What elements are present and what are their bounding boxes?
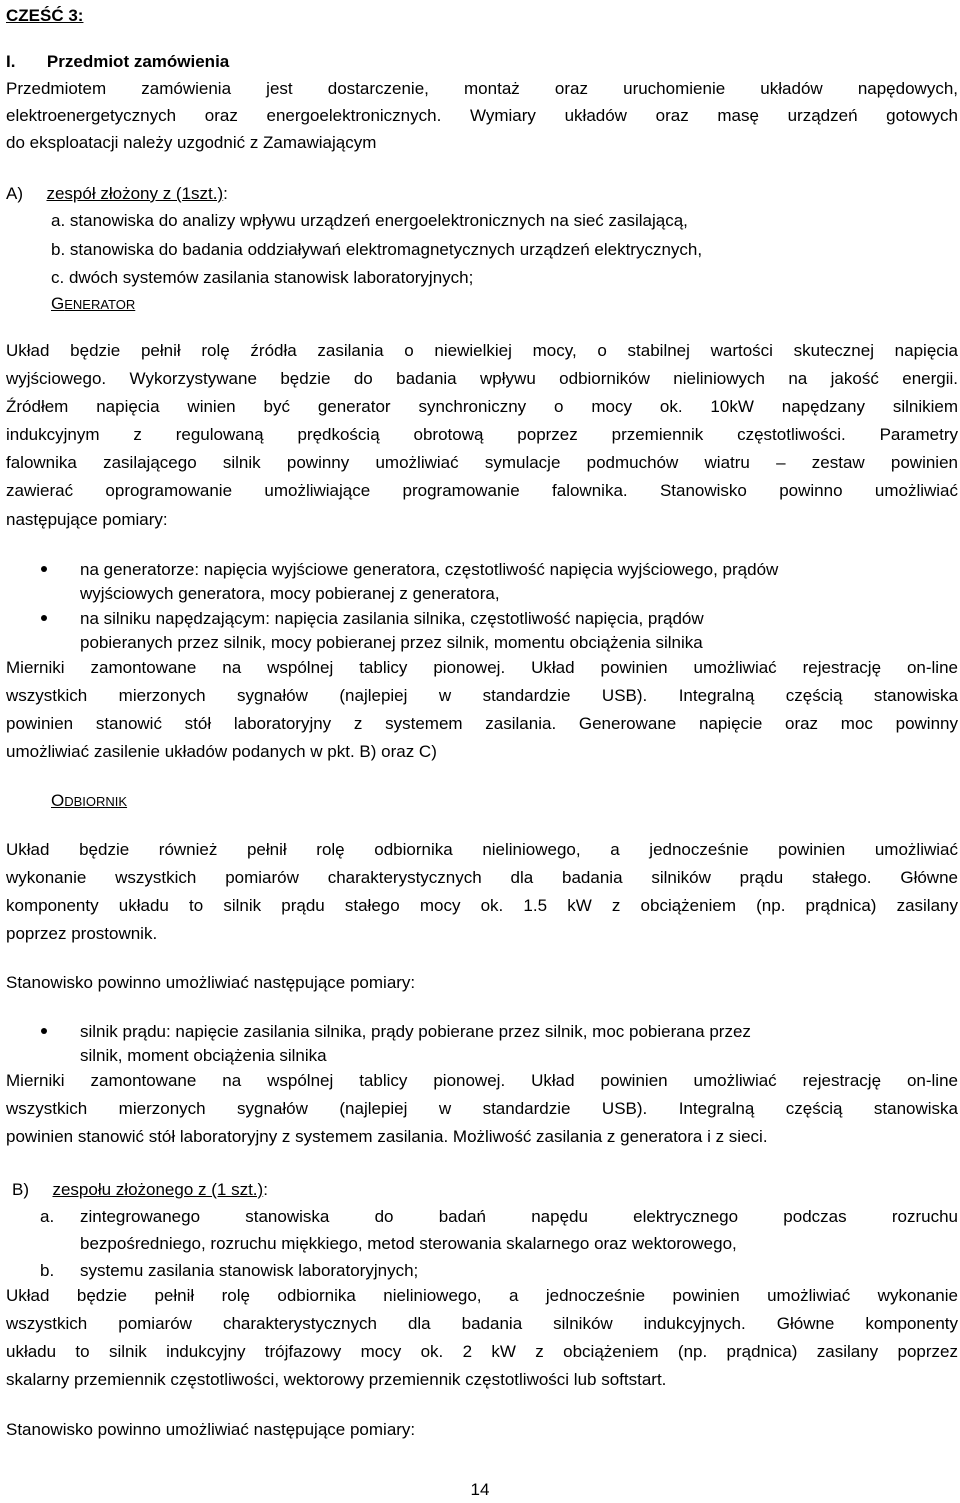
generator-paragraph-line: indukcyjnym z regulowaną prędkością obrotową poprzez przemiennik częstotliwości. Parametry [6, 425, 958, 444]
generator-bullet-line: wyjściowych generatora, mocy pobieranej z generatora, [80, 584, 500, 603]
generator-meters-line: wszystkich mierzonych sygnałów (najlepiej w standardzie USB). Integralną częścią stanowiska [6, 686, 958, 705]
odbiornik-heading: ODBIORNIK [51, 791, 128, 810]
odbiornik-paragraph-line: wykonanie wszystkich pomiarów charakterystycznych dla badania silników prądu stałego. Główne [6, 868, 958, 887]
group-b-heading [12, 1180, 960, 1200]
group-b-paragraph-line: skalarny przemiennik częstotliwości, wektorowy przemiennik częstotliwości lub softstart. [6, 1370, 667, 1389]
odbiornik-meters-line: powinien stanowić stół laboratoryjny z systemem zasilania. Możliwość zasilania z generatora i z sieci. [6, 1127, 768, 1146]
group-b-paragraph-line: układu to silnik indukcyjny trójfazowy mocy ok. 2 kW z obciążeniem (np. prądnica) zasilany poprzez [6, 1342, 958, 1361]
bullet-icon [40, 565, 50, 575]
odbiornik-measure-intro: Stanowisko powinno umożliwiać następujące pomiary: [6, 973, 416, 992]
generator-bullet-line: na generatorze: napięcia wyjściowe generatora, częstotliwość napięcia wyjściowego, prądów [80, 560, 779, 579]
group-b-item-label: b. [40, 1261, 55, 1280]
generator-paragraph-line: następujące pomiary: [6, 510, 168, 529]
odbiornik-paragraph-line: poprzez prostownik. [6, 924, 158, 943]
generator-meters-line: Mierniki zamontowane na wspólnej tablicy pionowej. Układ powinien umożliwiać rejestrację on-line [6, 658, 958, 677]
group-a-item: c. dwóch systemów zasilania stanowisk laboratoryjnych; [51, 268, 474, 287]
generator-bullet-line: pobieranych przez silnik, mocy pobieranej przez silnik, momentu obciążenia silnika [80, 633, 703, 652]
generator-paragraph-line: Układ będzie pełnił rolę źródła zasilania o niewielkiej mocy, o stabilnej wartości skutecznej napięcia [6, 341, 958, 360]
intro-line: elektroenergetycznych oraz energoelektronicznych. Wymiary układów oraz masę urządzeń gotowych [6, 106, 958, 125]
section-title: Przedmiot zamówienia [46, 52, 230, 71]
bullet-icon [40, 614, 50, 624]
group-b-label: B) [12, 1180, 29, 1199]
group-a-suffix: : [223, 184, 228, 203]
generator-paragraph-line: zawierać oprogramowanie umożliwiające programowanie falownika. Stanowisko powinno umożliwiać [6, 481, 958, 500]
page-number: 14 [470, 1480, 490, 1499]
odbiornik-meters-line: wszystkich mierzonych sygnałów (najlepiej w standardzie USB). Integralną częścią stanowiska [6, 1099, 958, 1118]
group-a-item: a. stanowiska do analizy wpływu urządzeń energoelektronicznych na sieć zasilającą, [51, 211, 688, 230]
group-b-item-line: zintegrowanego stanowiska do badań napędu elektrycznego podczas rozruchu [80, 1207, 958, 1226]
group-b-item-line: bezpośredniego, rozruchu miękkiego, metod sterowania skalarnego oraz wektorowego, [80, 1234, 737, 1253]
intro-line: Przedmiotem zamówienia jest dostarczenie, montaż oraz uruchomienie układów napędowych, [6, 79, 958, 98]
odbiornik-paragraph-line: Układ będzie również pełnił rolę odbiornika nieliniowego, a jednocześnie powinien umożliwiać [6, 840, 958, 859]
section-heading [6, 52, 958, 72]
generator-paragraph-line: falownika zasilającego silnik powinny umożliwiać symulacje podmuchów wiatru – zestaw powinien [6, 453, 958, 472]
group-a-item: b. stanowiska do badania oddziaływań elektromagnetycznych urządzeń elektrycznych, [51, 240, 703, 259]
group-b-paragraph-line: wszystkich pomiarów charakterystycznych dla badania silników indukcyjnych. Główne komponenty [6, 1314, 958, 1333]
odbiornik-bullet-line: silnik prądu: napięcie zasilania silnika, prądy pobierane przez silnik, moc pobierana przez [80, 1022, 751, 1041]
part-title: CZEŚĆ 3: [6, 6, 84, 25]
group-b-item-line: systemu zasilania stanowisk laboratoryjnych; [80, 1261, 419, 1280]
generator-bullet-line: na silniku napędzającym: napięcia zasilania silnika, częstotliwość napięcia, prądów [80, 609, 704, 628]
group-a-heading [6, 184, 958, 204]
generator-heading: GENERATOR [51, 294, 136, 313]
group-b-suffix: : [263, 1180, 268, 1199]
group-b-item-label: a. [40, 1207, 55, 1226]
group-a-title: zespół złożony z (1szt.) [46, 184, 224, 203]
bullet-icon [40, 1027, 50, 1037]
intro-line: do eksploatacji należy uzgodnić z Zamawiającym [6, 133, 377, 152]
odbiornik-meters-line: Mierniki zamontowane na wspólnej tablicy pionowej. Układ powinien umożliwiać rejestrację on-line [6, 1071, 958, 1090]
generator-paragraph-line: Źródłem napięcia winien być generator synchroniczny o mocy ok. 10kW napędzany silnikiem [6, 397, 958, 416]
generator-paragraph-line: wyjściowego. Wykorzystywane będzie do badania wpływu odbiorników nieliniowych na jakość energii. [6, 369, 958, 388]
group-b-paragraph-line: Układ będzie pełnił rolę odbiornika nieliniowego, a jednocześnie powinien umożliwiać wykonanie [6, 1286, 958, 1305]
group-b-title: zespołu złożonego z (1 szt.) [52, 1180, 264, 1199]
generator-meters-line: powinien stanowić stół laboratoryjny z systemem zasilania. Generowane napięcie oraz moc powinny [6, 714, 958, 733]
section-number: I. [6, 52, 16, 71]
generator-meters-line: umożliwiać zasilenie układów podanych w pkt. B) oraz C) [6, 742, 437, 761]
group-b-measure-intro: Stanowisko powinno umożliwiać następujące pomiary: [6, 1420, 416, 1439]
group-a-label: A) [6, 184, 23, 203]
odbiornik-paragraph-line: komponenty układu to silnik prądu stałego mocy ok. 1.5 kW z obciążeniem (np. prądnica) zasilany [6, 896, 958, 915]
odbiornik-bullet-line: silnik, moment obciążenia silnika [80, 1046, 327, 1065]
